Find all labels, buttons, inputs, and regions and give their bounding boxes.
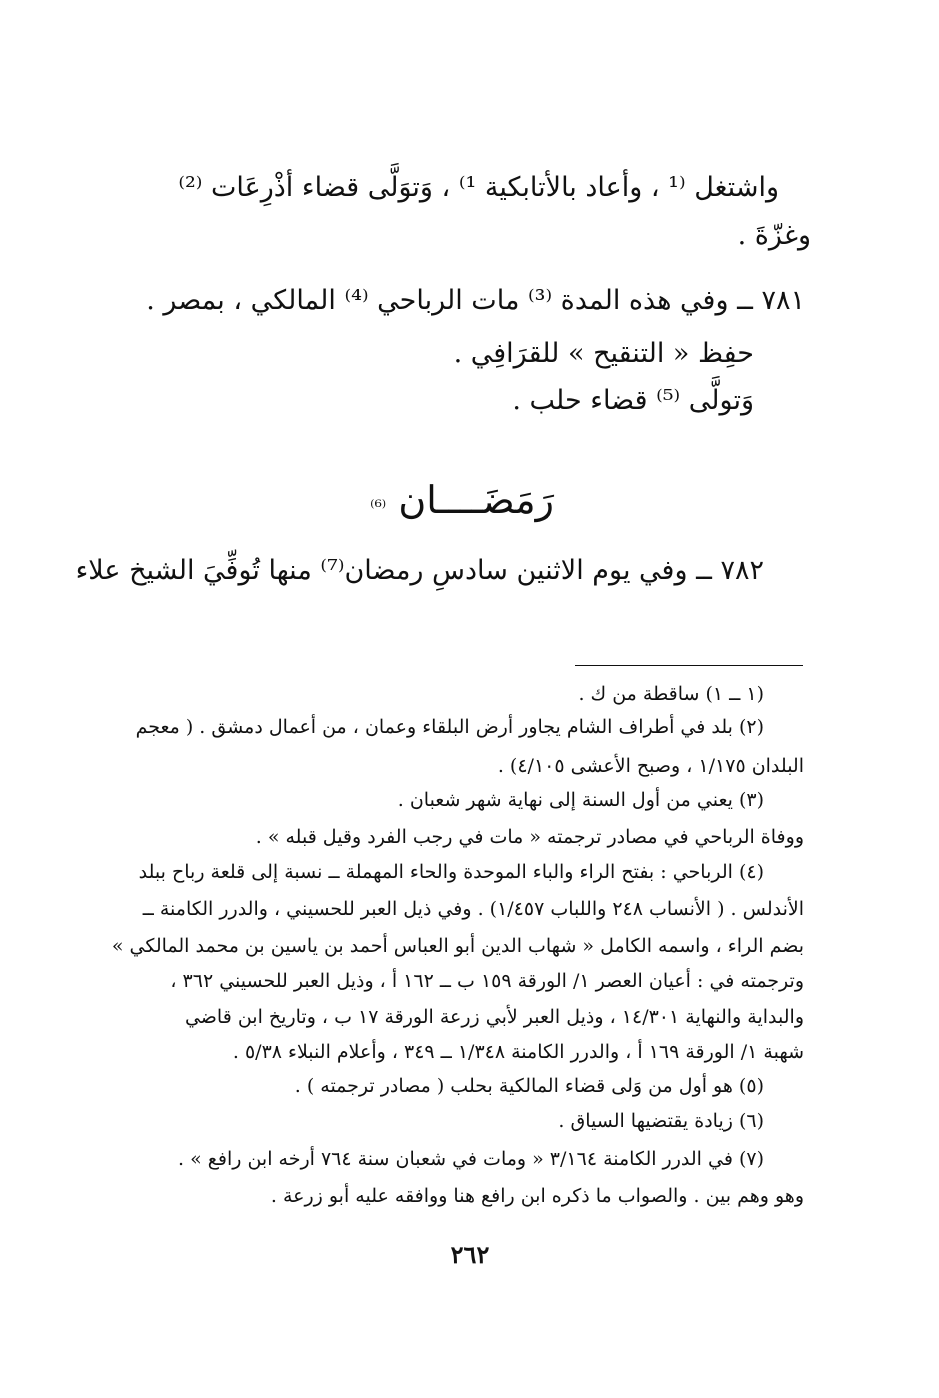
footnote-line: الأندلس . ( الأنساب ٢٤٨ واللباب ١/٤٥٧) . وفي ذيل العبر للحسيني ، والدرر الكامنة ــ: [142, 898, 804, 920]
main-line: ٧٨٢ ــ وفي يوم الاثنين سادسِ رمضان⁽⁷⁾ منها تُوفِّيَ الشيخ علاء: [75, 555, 764, 586]
footnote-line: ووفاة الرباحي في مصادر ترجمته « مات في رجب الفرد وقيل قبله » .: [255, 826, 804, 848]
footnote-line: بضم الراء ، واسمه الكامل « شهاب الدين أبو العباس أحمد بن ياسين بن محمد المالكي »: [111, 935, 804, 957]
heading-title: رَمَضَــــان: [398, 478, 554, 522]
footnote-line: (١ ــ ١) ساقطة من ك .: [578, 683, 764, 705]
footnote-line: (٦) زيادة يقتضيها السياق .: [558, 1110, 764, 1132]
footnote-line: شهبة ١/ الورقة ١٦٩ أ ، والدرر الكامنة ١/٣٤٨ ــ ٣٤٩ ، وأعلام النبلاء ٥/٣٨ .: [232, 1041, 804, 1063]
page-number: ٢٦٢: [450, 1240, 490, 1269]
footnote-line: وهو وهم بين . والصواب ما ذكره ابن رافع هنا ووافقه عليه أبو زرعة .: [270, 1185, 804, 1207]
footnote-line: (٢) بلد في أطراف الشام يجاور أرض البلقاء وعمان ، من أعمال دمشق . ( معجم: [135, 716, 764, 738]
footnote-line: (٧) في الدرر الكامنة ٣/١٦٤ « ومات في شعبان سنة ٧٦٤ أرخه ابن رافع » .: [178, 1148, 764, 1170]
footnote-line: والبداية والنهاية ١٤/٣٠١ ، وذيل العبر لأبي زرعة الورقة ١٧ ب ، وتاريخ ابن قاضي: [184, 1006, 804, 1028]
footnote-line: (٤) الرباحي : بفتح الراء والباء الموحدة والحاء المهملة ــ نسبة إلى قلعة رباح ببلد: [138, 861, 764, 883]
footnote-line: البلدان ١/١٧٥ ، وصبح الأعشى ٤/١٠٥) .: [497, 755, 804, 777]
footnote-line: (٣) يعني من أول السنة إلى نهاية شهر شعبان .: [397, 789, 764, 811]
main-line: ٧٨١ ــ وفي هذه المدة ⁽³⁾ مات الرباحي ⁽⁴⁾ المالكي ، بمصر .: [146, 285, 805, 316]
main-line: واشتغل ⁽¹ ، وأعاد بالأتابكية ¹⁾ ، وَتوَلَّى قضاء أذْرِعَات ⁽²⁾: [178, 172, 779, 203]
main-line: وغزّةَ .: [737, 220, 811, 251]
footnote-line: (٥) هو أول من وَلى قضاء المالكية بحلب ( مصادر ترجمته ) .: [294, 1075, 764, 1097]
main-line: حفِظ « التنقيح » للقرَافِي .: [453, 338, 754, 369]
section-heading: [370, 478, 554, 524]
footnote-separator: [575, 665, 803, 666]
heading-note: ⁽⁶⁾: [370, 497, 387, 518]
footnote-line: وترجمته في : أعيان العصر ١/ الورقة ١٥٩ ب ــ ١٦٢ أ ، وذيل العبر للحسيني ٣٦٢ ،: [170, 970, 804, 992]
main-line: وَتولَّى ⁽⁵⁾ قضاء حلب .: [512, 385, 754, 416]
